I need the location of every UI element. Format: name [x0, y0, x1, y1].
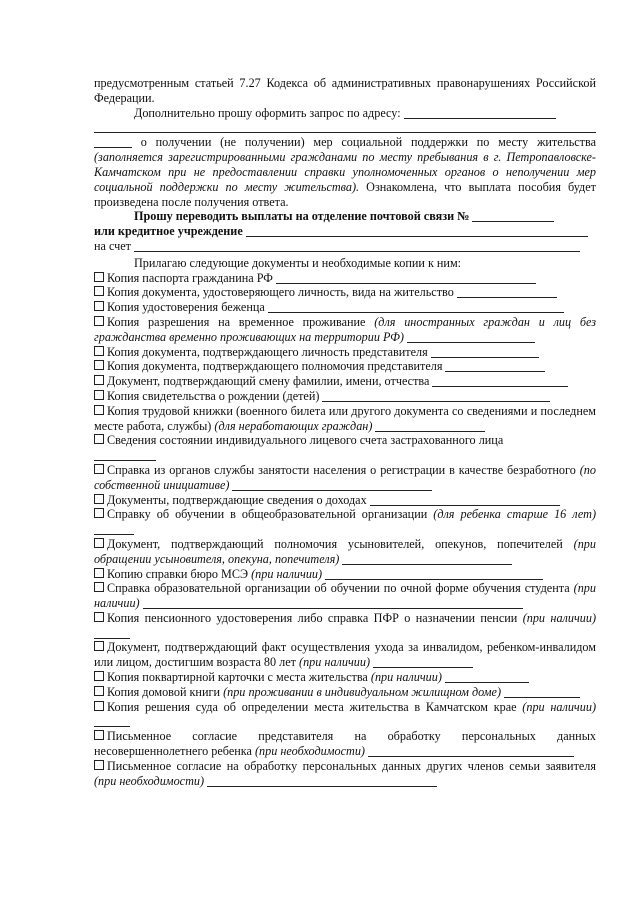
paragraph-transfer-post: [94, 209, 596, 224]
application-form-text: [94, 76, 596, 788]
social-support-note: (заполняется зарегистрированными гражданами по месту пребывания в г. Петропавловске-Камчатском при не предоставлении справки уполномоченных органов о неполучении мер социальной поддержки по месту жительства).: [94, 150, 596, 194]
post-office-number-field[interactable]: [472, 210, 554, 222]
list-item: Письменное согласие на обработку персональных данных других членов семьи заявителя (при необходимости): [94, 758, 596, 788]
checkbox[interactable]: [94, 494, 104, 504]
checkbox[interactable]: [94, 375, 104, 385]
blank-line[interactable]: [94, 715, 130, 727]
blank-line[interactable]: [375, 420, 485, 432]
checkbox[interactable]: [94, 316, 104, 326]
paragraph-address-request: [94, 106, 596, 121]
list-item: Копия разрешения на временное проживание (для иностранных граждан и лиц без гражданства временно проживающих на территории РФ): [94, 314, 597, 344]
list-item: Сведения состоянии индивидуального лицевого счета застрахованного лица: [94, 433, 596, 448]
checkbox[interactable]: [94, 730, 104, 740]
checkbox[interactable]: [94, 434, 104, 444]
blank-line[interactable]: [143, 597, 523, 609]
list-item: Копия документа, удостоверяющего личность, вида на жительство: [94, 285, 596, 300]
checkbox[interactable]: [94, 538, 104, 548]
blank-line[interactable]: [276, 272, 536, 284]
attachments-intro: Прилагаю следующие документы и необходимые копии к ним:: [134, 255, 462, 270]
list-item: Копия удостоверения беженца: [94, 300, 596, 315]
checkbox[interactable]: [94, 582, 104, 592]
list-item: Справка из органов службы занятости населения о регистрации в качестве безработного (по собственной инициативе): [94, 462, 596, 492]
list-item: Копия поквартирной карточки с места жительства (при наличии): [94, 670, 596, 685]
blank-line[interactable]: [457, 286, 557, 298]
blank-line[interactable]: [232, 479, 432, 491]
blank-line[interactable]: [504, 686, 580, 698]
checkbox[interactable]: [94, 286, 104, 296]
blank-line[interactable]: [431, 346, 539, 358]
blank-line[interactable]: [268, 301, 564, 313]
list-item: Копия домовой книги (при проживании в индивидуальном жилищном доме): [94, 685, 596, 700]
list-item: Копия документа, подтверждающего личность представителя: [94, 345, 596, 360]
list-item: Документы, подтверждающие сведения о доходах: [94, 493, 596, 508]
account-label: на счет: [94, 238, 132, 253]
checkbox[interactable]: [94, 390, 104, 400]
blank-line[interactable]: [94, 627, 130, 639]
checkbox[interactable]: [94, 686, 104, 696]
checkbox[interactable]: [94, 346, 104, 356]
list-item: Копия паспорта гражданина РФ: [94, 271, 596, 286]
list-item: Документ, подтверждающий факт осуществления ухода за инвалидом, ребенком-инвалидом или лицом, достигшим возраста 80 лет (при наличии): [94, 640, 596, 670]
checkbox[interactable]: [94, 760, 104, 770]
account-field[interactable]: [134, 240, 580, 252]
checkbox[interactable]: [94, 612, 104, 622]
checkbox[interactable]: [94, 405, 104, 415]
address-field[interactable]: [404, 107, 556, 119]
checkbox[interactable]: [94, 671, 104, 681]
blank-line[interactable]: [368, 745, 574, 757]
checkbox[interactable]: [94, 641, 104, 651]
list-item: Копия решения суда об определении места жительства в Камчатском крае (при наличии): [94, 700, 596, 730]
paragraph-legal-reference: предусмотренным статьей 7.27 Кодекса об административных правонарушениях Российской Федерации.: [94, 76, 596, 105]
bank-field[interactable]: [246, 225, 588, 237]
blank-line[interactable]: [94, 449, 156, 461]
acknowledged-text: Ознакомлена, что выплата пособия будет произведена после получения ответа.: [94, 179, 596, 209]
blank-line[interactable]: [342, 553, 512, 565]
social-support-blank[interactable]: [94, 136, 132, 148]
list-item: Документ, подтверждающий полномочия усыновителей, опекунов, попечителей (при обращении усыновителя, опекуна, попечителя): [94, 536, 596, 566]
blank-line[interactable]: [94, 523, 134, 535]
blank-line[interactable]: [325, 568, 543, 580]
transfer-post-text: Прошу переводить выплаты на отделение почтовой связи №: [134, 209, 470, 224]
list-item: Копия трудовой книжки (военного билета или другого документа со сведениями и последнем месте работа, службы) (для неработающих граждан): [94, 403, 596, 433]
blank-line[interactable]: [207, 775, 437, 787]
paragraph-account: [94, 239, 596, 254]
blank-line[interactable]: [370, 494, 560, 506]
list-item: Письменное согласие представителя на обработку персональных данных несовершеннолетнего ребенка (при необходимости): [94, 729, 596, 759]
blank-line[interactable]: [373, 656, 473, 668]
blank-line[interactable]: [445, 671, 529, 683]
paragraph-transfer-bank: [94, 224, 596, 239]
blank-line[interactable]: [322, 390, 550, 402]
checkbox[interactable]: [94, 360, 104, 370]
blank-line[interactable]: [445, 360, 545, 372]
checkbox[interactable]: [94, 272, 104, 282]
list-item: Копию справки бюро МСЭ (при наличии): [94, 567, 596, 582]
list-item: Копия пенсионного удостоверения либо справка ПФР о назначении пенсии (при наличии): [94, 611, 596, 641]
list-item: Справка образовательной организации об обучении по очной форме обучения студента (при наличии): [94, 581, 596, 611]
list-item: Копия документа, подтверждающего полномочия представителя: [94, 359, 596, 374]
list-item: Документ, подтверждающий смену фамилии, имени, отчества: [94, 374, 596, 389]
social-support-text: о получении (не получении) мер социальной поддержки по месту жительства: [140, 135, 597, 150]
blank-line[interactable]: [407, 331, 535, 343]
blank-line[interactable]: [432, 375, 568, 387]
checkbox[interactable]: [94, 701, 104, 711]
paragraph-social-support: [94, 135, 596, 209]
list-item: Копия свидетельства о рождении (детей): [94, 389, 596, 404]
checkbox[interactable]: [94, 568, 104, 578]
list-item: Справку об обучении в общеобразовательной организации (для ребенка старше 16 лет): [94, 507, 596, 537]
blank-row: [94, 448, 596, 463]
checkbox[interactable]: [94, 508, 104, 518]
checkbox[interactable]: [94, 301, 104, 311]
transfer-bank-text: или кредитное учреждение: [94, 224, 243, 239]
address-field-line2[interactable]: [94, 120, 596, 133]
address-request-text: Дополнительно прошу оформить запрос по адресу:: [134, 105, 401, 120]
checkbox[interactable]: [94, 464, 104, 474]
